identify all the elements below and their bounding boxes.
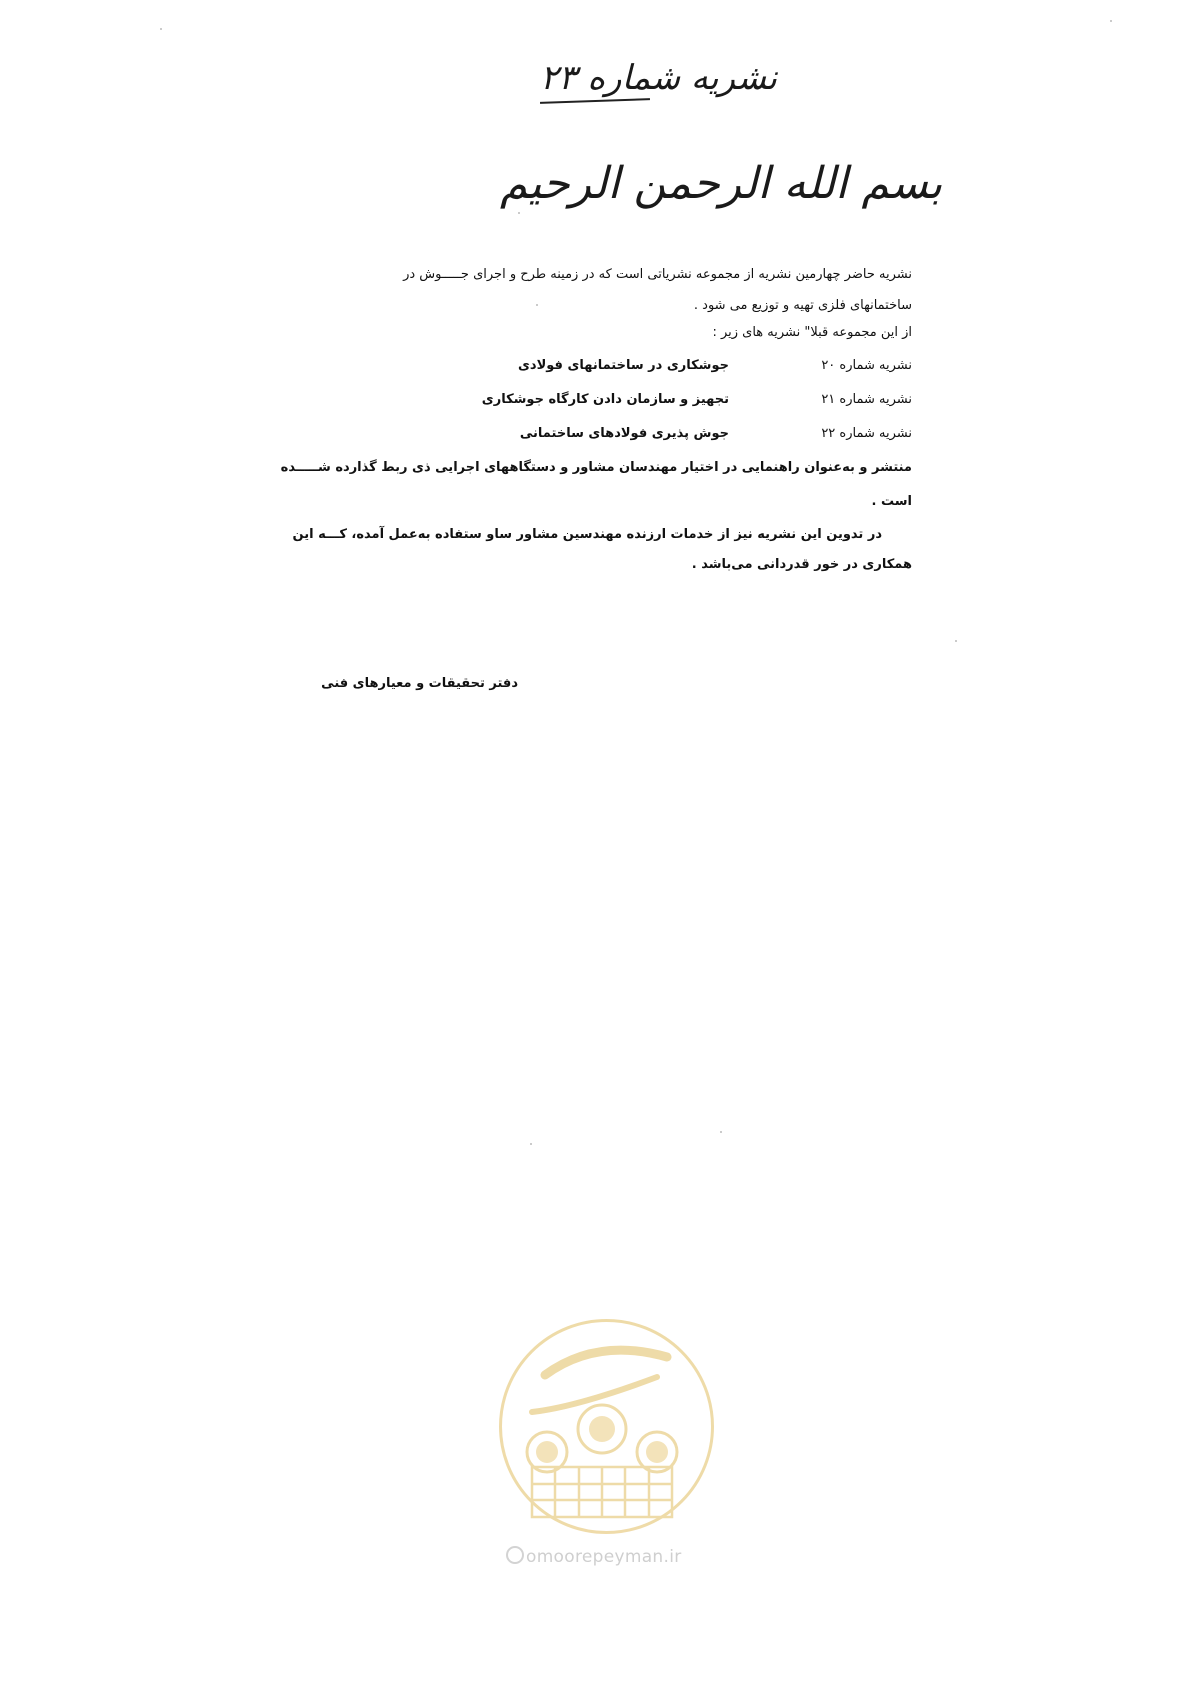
- publication-item-title: جوش پذیری فولادهای ساختمانی: [519, 426, 729, 441]
- publication-item-number: نشریه شماره ۲۱: [821, 392, 912, 407]
- publication-number: نشریه شماره ۲۳: [540, 58, 778, 98]
- scan-speck: [536, 304, 538, 306]
- publication-list-item: [512, 427, 912, 445]
- intro-line-3: از این مجموعه قبلا" نشریه های زیر :: [712, 325, 912, 340]
- publication-number-underline: [540, 98, 650, 104]
- body-text: [280, 267, 912, 628]
- scan-speck: [530, 1143, 532, 1145]
- signature-office-name: دفتر تحقیقات و معیارهای فنی: [321, 676, 518, 691]
- intro-line-2: ساختمانهای فلزی تهیه و توزیع می شود .: [693, 298, 912, 313]
- publication-list-item: [481, 392, 912, 411]
- publication-item-title: جوشکاری در ساختمانهای فولادی: [517, 358, 729, 373]
- at-sign-icon: [506, 1546, 524, 1564]
- watermark-url-text: omoorepeyman.ir: [526, 1547, 682, 1567]
- publication-item-title: تجهیز و سازمان دادن کارگاه جوشکاری: [481, 392, 729, 407]
- distribution-line-2: است .: [871, 494, 912, 509]
- scan-speck: [955, 640, 957, 642]
- acknowledgement-line-2: همکاری در خور قدردانی می‌باشد .: [691, 557, 912, 572]
- scan-speck: [160, 28, 162, 30]
- omoorepeyman-logo-watermark: [497, 1317, 716, 1536]
- publication-item-number: نشریه شماره ۲۰: [821, 358, 912, 373]
- distribution-line-1: منتشر و به‌عنوان راهنمایی در اختیار مهندسان مشاور و دستگاههای اجرایی ذی ربط گذارده شـــــده: [280, 460, 912, 475]
- intro-line-1: نشریه حاضر چهارمین نشریه از مجموعه نشریاتی است که در زمینه طرح و اجرای جـــــوش در: [403, 267, 912, 282]
- scan-speck: [518, 212, 520, 214]
- publication-list-item: [512, 359, 912, 377]
- acknowledgement-line-1: در تدوین این نشریه نیز از خدمات ارزنده مهندسین مشاور ساو ستفاده به‌عمل آمده، کـــه این: [292, 527, 882, 542]
- basmala-heading: بسم الله الرحمن الرحیم: [500, 158, 943, 209]
- publication-item-number: نشریه شماره ۲۲: [821, 426, 912, 441]
- watermark-url: [506, 1546, 682, 1567]
- scan-speck: [1110, 20, 1112, 22]
- scan-speck: [720, 1131, 722, 1133]
